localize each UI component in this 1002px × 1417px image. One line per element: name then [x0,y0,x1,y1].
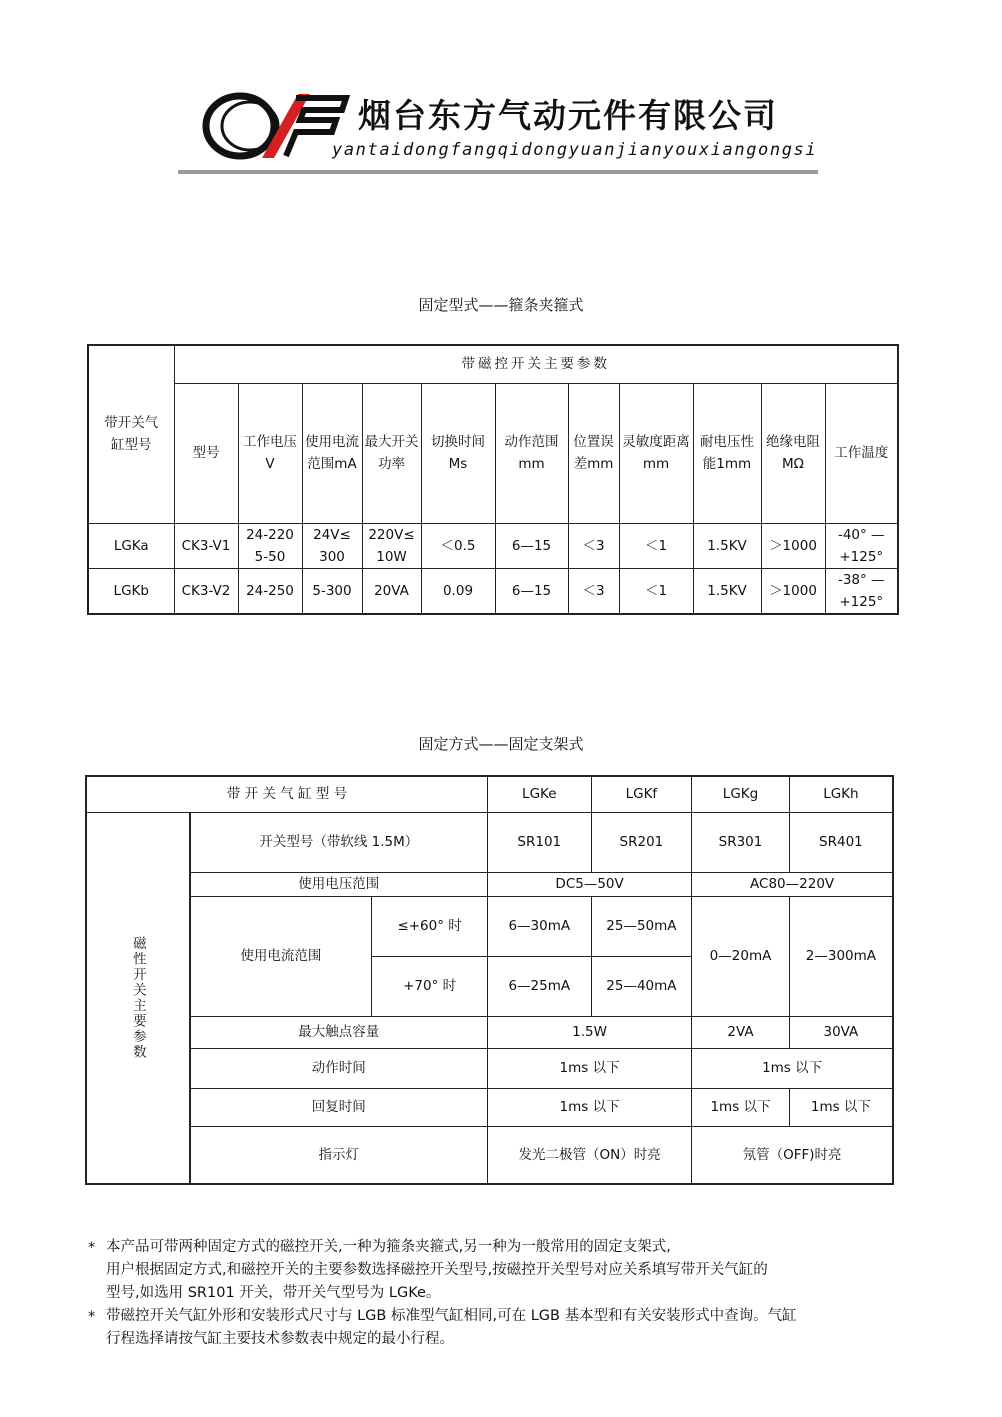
note-line: 行程选择请按气缸主要技术参数表中规定的最小行程。 [106,1331,454,1347]
current-value: 25—40mA [591,956,692,1016]
capacity-value: 1.5W [487,1016,691,1048]
col-header: 动作范围mm [495,383,568,523]
indicator-value: 氖管（OFF)时亮 [692,1126,893,1184]
cell: ＜3 [568,568,619,614]
col-header: 最大开关功率 [362,383,421,523]
cell: 20VA [362,568,421,614]
switch-params-side-label [86,812,190,1184]
current-value: 2—300mA [789,896,893,1016]
note-line: 本产品可带两种固定方式的磁控开关,一种为箍条夹箍式,另一种为一般常用的固定支架式, [106,1239,671,1255]
recovery-value: 1ms 以下 [692,1088,790,1126]
cell: 24-220 5-50 [238,523,302,568]
indicator-value: 发光二极管（ON）时亮 [487,1126,691,1184]
cell: 6—15 [495,523,568,568]
company-pinyin: yantaidongfangqidongyuanjianyouxiangongsi [332,140,818,160]
row-label: 动作时间 [190,1048,488,1088]
row-label: 使用电压范围 [190,872,488,896]
section2-title: 固定方式——固定支架式 [418,735,584,753]
current-value: 6—25mA [487,956,591,1016]
cylinder-model: LGKb [88,568,174,614]
notes [88,1236,908,1351]
cell: ＜0.5 [421,523,495,568]
cell: ＜1 [619,523,693,568]
col-header: 切换时间Ms [421,383,495,523]
cell: 24-250 [238,568,302,614]
row-label: 指示灯 [190,1126,488,1184]
cylinder-model: LGKa [88,523,174,568]
row-label: 回复时间 [190,1088,488,1126]
recovery-value: 1ms 以下 [487,1088,691,1126]
voltage-value: DC5—50V [487,872,691,896]
section1-title: 固定型式——箍条夹箍式 [418,296,584,314]
cell: -38° — +125° [825,568,898,614]
note-1 [88,1236,908,1305]
col-header: 工作温度 [825,383,898,523]
capacity-value: 30VA [789,1016,893,1048]
current-value: 25—50mA [591,896,692,956]
note-bullet: * [88,1240,96,1256]
company-name: 烟台东方气动元件有限公司 [358,96,778,135]
cell: -40° — +125° [825,523,898,568]
cell: ＞1000 [761,568,825,614]
params-header: 带磁控开关主要参数 [174,345,898,383]
cylinder-model-header: 带开关气缸型号 [88,345,174,523]
switch-type: SR201 [591,812,692,872]
note-line: 型号,如选用 SR101 开关，带开关气型号为 LGKe。 [106,1285,441,1301]
cell: 220V≤ 10W [362,523,421,568]
switch-type: SR301 [692,812,790,872]
model-label: LGKe [487,776,591,812]
action-value: 1ms 以下 [487,1048,691,1088]
bracket-switch-table [85,775,894,1185]
note-line: 带磁控开关气缸外形和安装形式尺寸与 LGB 标准型气缸相同,可在 LGB 基本型和有关安装形式中查询。气缸 [106,1308,797,1324]
table-row [88,523,898,568]
switch-type: SR401 [789,812,893,872]
cell: 1.5KV [693,568,761,614]
cell: ＞1000 [761,523,825,568]
row-label: 最大触点容量 [190,1016,488,1048]
condition-label: ≤+60° 时 [372,896,488,956]
voltage-value: AC80—220V [692,872,893,896]
note-line: 用户根据固定方式,和磁控开关的主要参数选择磁控开关型号,按磁控开关型号对应关系填写带开关气缸的 [106,1262,768,1278]
cell: 0.09 [421,568,495,614]
cell: ＜3 [568,523,619,568]
col-header: 灵敏度距离mm [619,383,693,523]
col-header: 工作电压V [238,383,302,523]
cell: CK3-V1 [174,523,238,568]
cell: 1.5KV [693,523,761,568]
condition-label: +70° 时 [372,956,488,1016]
col-header: 型号 [174,383,238,523]
company-logo-icon [200,86,350,166]
col-header: 绝缘电阻MΩ [761,383,825,523]
capacity-value: 2VA [692,1016,790,1048]
col-header: 使用电流范围mA [302,383,362,523]
row-label: 开关型号（带软线 1.5M） [190,812,488,872]
cell: 6—15 [495,568,568,614]
current-value: 6—30mA [487,896,591,956]
switch-type: SR101 [487,812,591,872]
recovery-value: 1ms 以下 [789,1088,893,1126]
note-2 [88,1305,908,1351]
cell: CK3-V2 [174,568,238,614]
col-header: 耐电压性能1mm [693,383,761,523]
cell: 5-300 [302,568,362,614]
col-header: 位置误差mm [568,383,619,523]
model-label: LGKf [591,776,692,812]
clamp-switch-table [87,344,899,615]
action-value: 1ms 以下 [692,1048,893,1088]
note-bullet: * [88,1309,96,1325]
current-value: 0—20mA [692,896,790,1016]
cylinder-model-header: 带 开 关 气 缸 型 号 [86,776,487,812]
model-label: LGKh [789,776,893,812]
cell: ＜1 [619,568,693,614]
cell: 24V≤ 300 [302,523,362,568]
header-divider [178,170,818,174]
row-label: 使用电流范围 [190,896,372,1016]
side-label-text: 磁性开关主要参数 [129,935,146,1060]
table-row [88,568,898,614]
model-label: LGKg [692,776,790,812]
